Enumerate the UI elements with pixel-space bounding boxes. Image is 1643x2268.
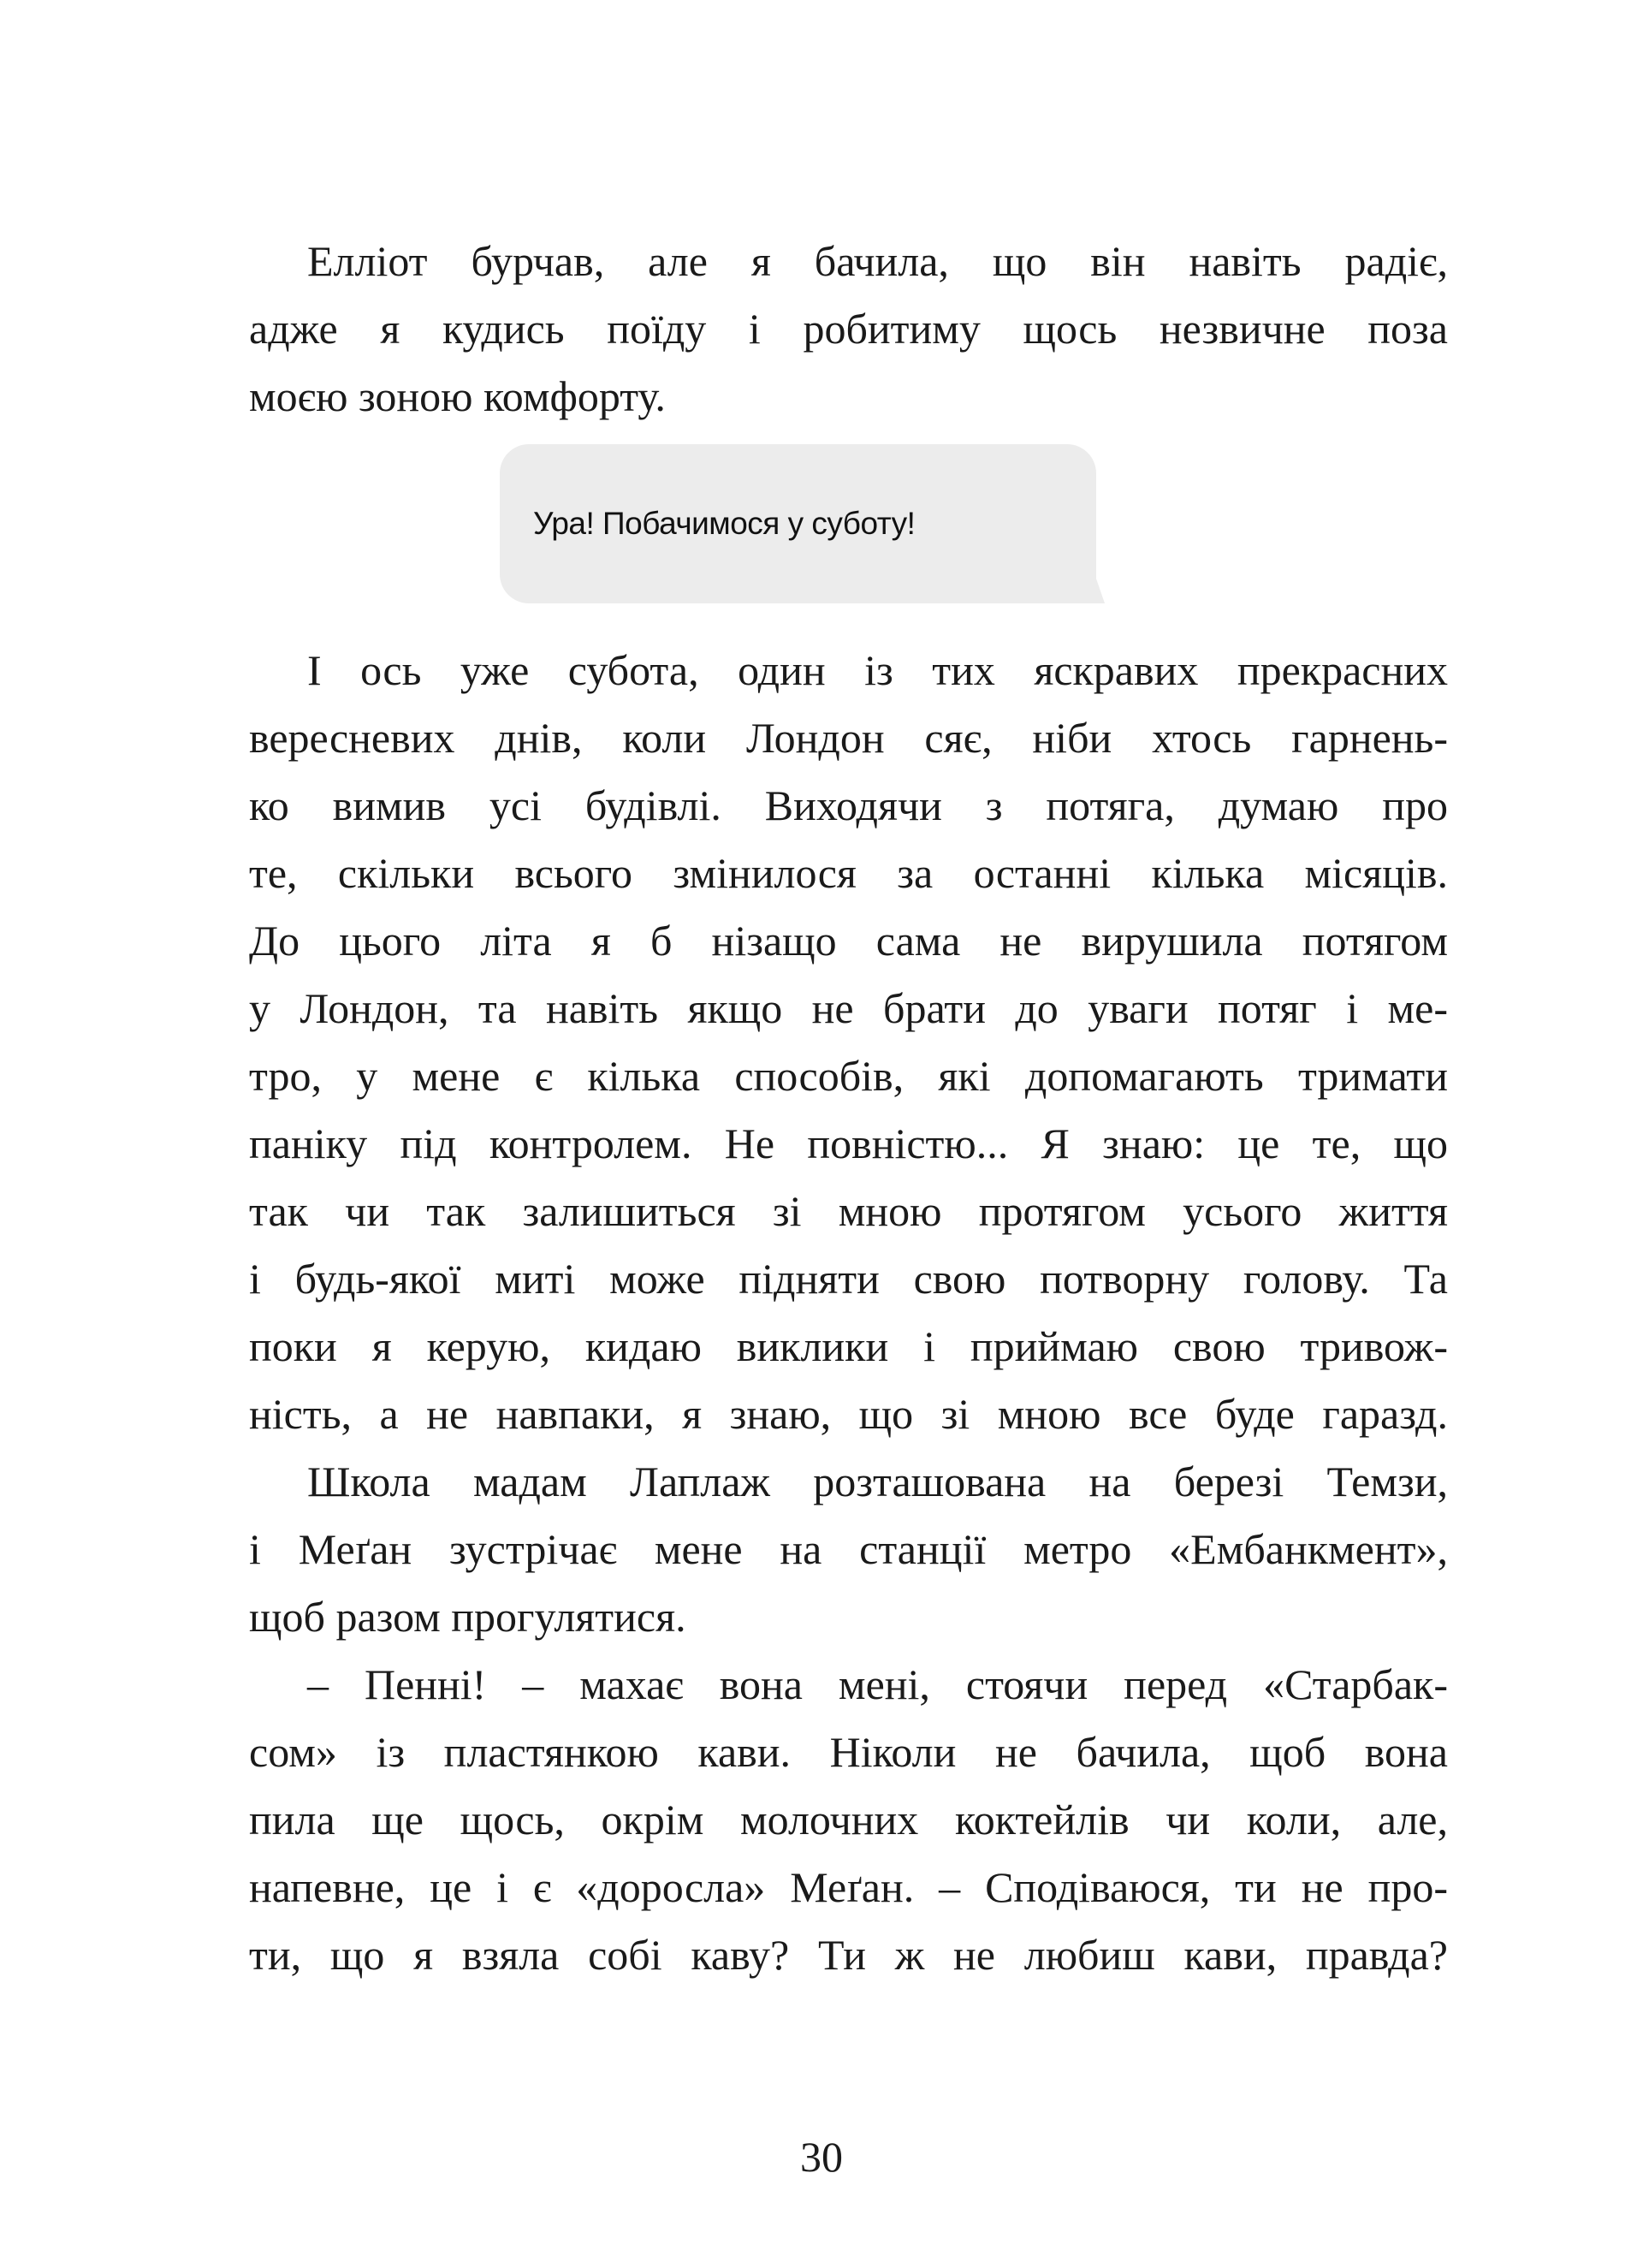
text-line: ти, що я взяла собі каву? Ти ж не любиш кави, правда? [249, 1931, 1448, 1979]
text-line: поки я керую, кидаю виклики і приймаю свою тривож- [249, 1322, 1448, 1370]
text-line: Елліот бурчав, але я бачила, що він навіть радіє, [307, 237, 1448, 285]
paragraph-2 [249, 637, 1448, 1989]
text-line: пила ще щось, окрім молочних коктейлів чи коли, але, [249, 1796, 1448, 1843]
message-text: Ура! Побачимося у суботу! [533, 506, 916, 541]
paragraph-1 [249, 228, 1448, 430]
text-line: тро, у мене є кілька способів, які допомагають тримати [249, 1052, 1448, 1100]
text-line: напевне, це і є «доросла» Меґан. – Сподіваюся, ти не про- [249, 1863, 1448, 1911]
text-line: – Пенні! – махає вона мені, стоячи перед «Старбак- [307, 1660, 1448, 1708]
text-line: і Меґан зустрічає мене на станції метро «Ембанкмент», [249, 1525, 1448, 1573]
text-line: у Лондон, та навіть якщо не брати до уваги потяг і ме- [249, 984, 1448, 1032]
text-line: адже я кудись поїду і робитиму щось незвичне поза [249, 305, 1448, 353]
text-line: ко вимив усі будівлі. Виходячи з потяга, думаю про [249, 781, 1448, 829]
text-line: До цього літа я б нізащо сама не вирушила потягом [249, 917, 1448, 965]
text-line: ність, а не навпаки, я знаю, що зі мною все буде гаразд. [249, 1390, 1448, 1438]
text-line: моєю зоною комфорту. [249, 372, 666, 420]
text-line: вересневих днів, коли Лондон сяє, ніби хтось гарнень- [249, 714, 1448, 762]
page-number: 30 [800, 2133, 843, 2181]
text-line: і будь-якої миті може підняти свою потворну голову. Та [249, 1255, 1448, 1303]
text-line: Школа мадам Лаплаж розташована на березі Темзи, [307, 1458, 1448, 1505]
message-bubble [500, 444, 1096, 603]
text-line: паніку під контролем. Не повністю... Я знаю: це те, що [249, 1119, 1448, 1167]
text-line: так чи так залишиться зі мною протягом усього життя [249, 1187, 1448, 1235]
text-line: сом» із пластянкою кави. Ніколи не бачила, щоб вона [249, 1728, 1448, 1776]
text-line: щоб разом прогулятися. [249, 1593, 686, 1641]
bubble-tail [1082, 578, 1105, 603]
text-line: І ось уже субота, один із тих яскравих прекрасних [307, 646, 1448, 694]
text-line: те, скільки всього змінилося за останні кілька місяців. [249, 849, 1448, 897]
